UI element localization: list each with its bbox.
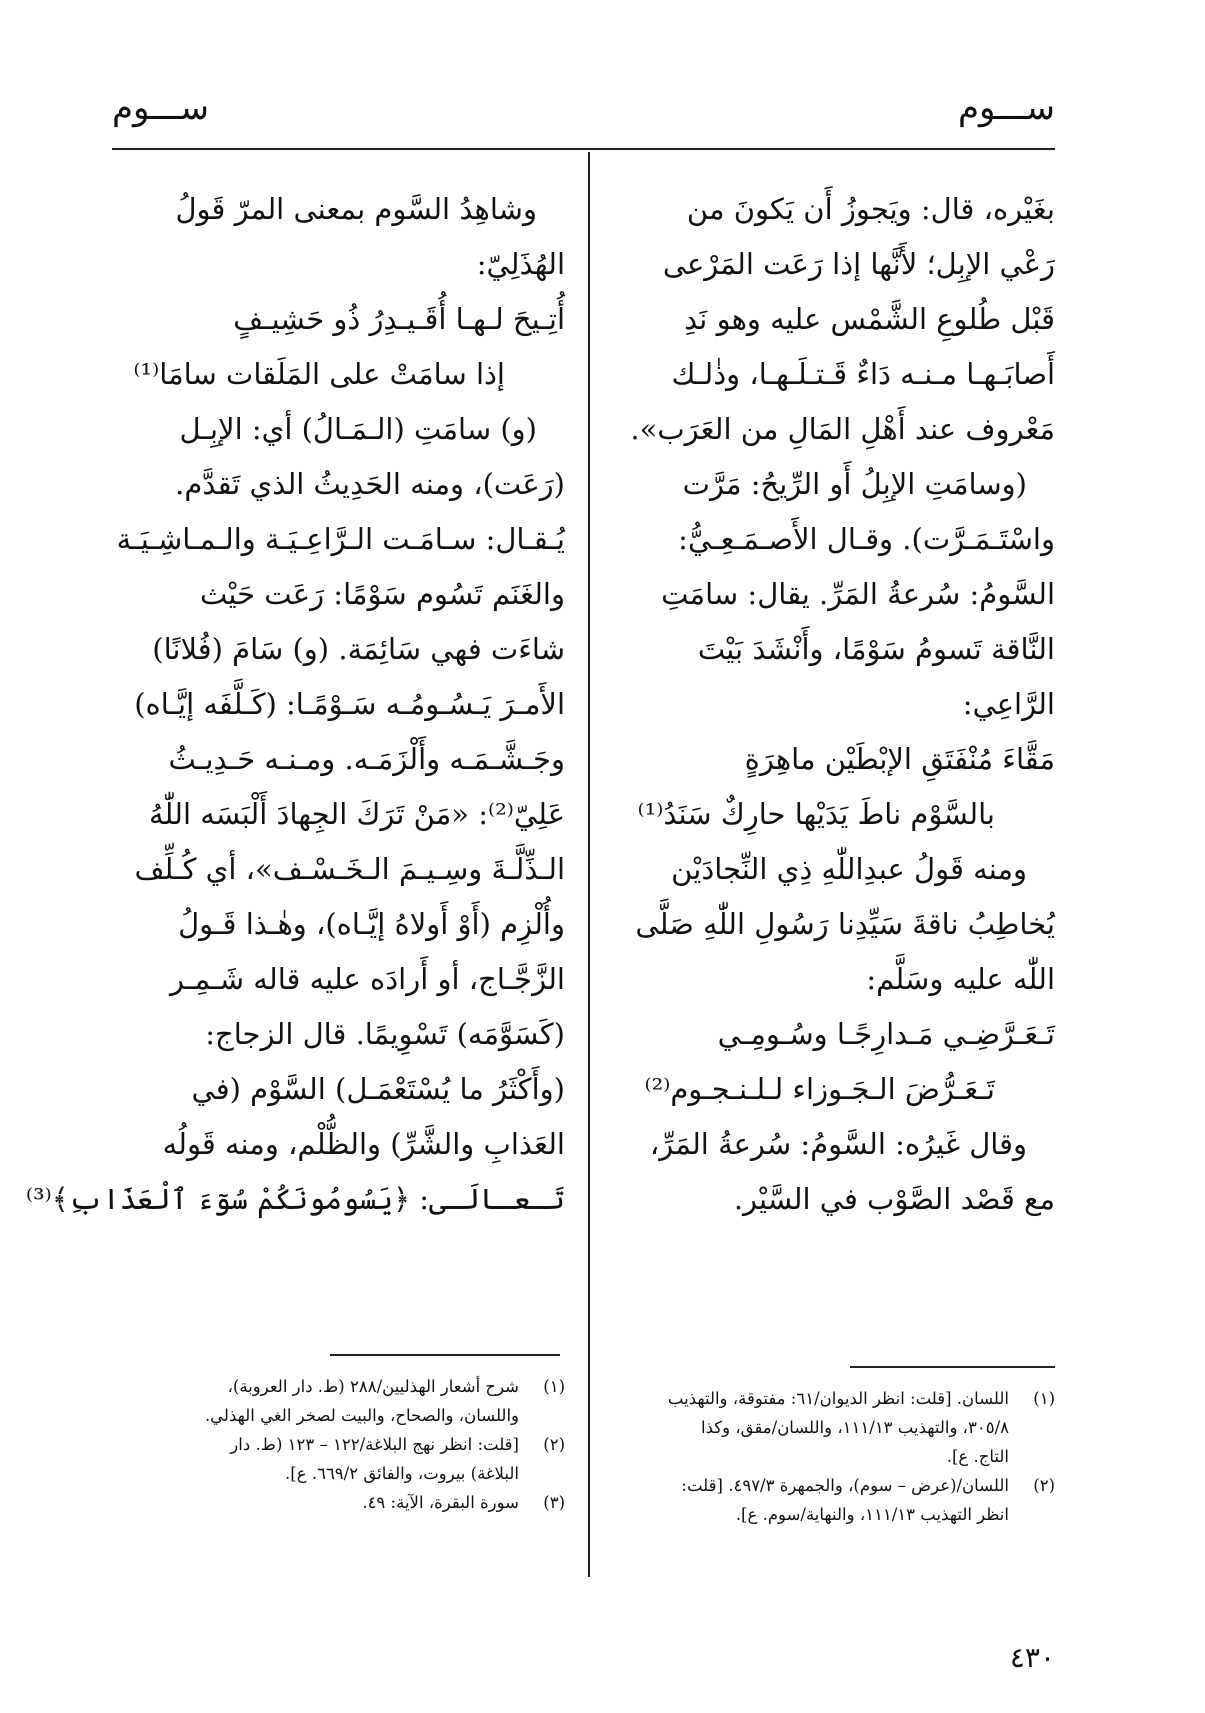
footnote-text: اللسان/(عرض – سوم)، والجمهرة ٤٩٧/٣. [قلت: [681, 1476, 1009, 1495]
footnote-number: (٢) [1033, 1476, 1055, 1495]
right-line-2: رَعْي الإبِل؛ لأَنَّها إذا رَعَت المَرْعى [662, 247, 1055, 281]
left-verse-1a: أُتِـيحَ لـهـا أُقَـيـدِرُ ذُو حَشِيـفٍ [233, 302, 565, 336]
footnote-rule-left [330, 1354, 560, 1356]
left-line-13: الـذِّلَّـةَ وسِـيـمَ الـخَـسْـف»، أي كُـلِّف [134, 852, 565, 886]
left-line-16: (كَسَوَّمَه) تَسْوِيمًا. قال الزجاج: [205, 1017, 565, 1051]
left-line-18: العَذابِ والشَّرِّ) والظُّلْم، ومنه قَولُه [162, 1127, 565, 1161]
left-line-2: الهُذَلِيّ: [476, 247, 565, 281]
right-verse-1a: مَقَّاءَ مُنْفَتَقِ الإبْطَيْن ماهِرَةٍ [744, 742, 1055, 776]
left-line-10: الأَمـرَ يَـسُـومُـه سَـوْمًـا: (كَـلَّفَه إيَّـاه) [134, 687, 565, 721]
right-line-19: مع قَصْد الصَّوْب في السَّيْر. [733, 1182, 1055, 1216]
right-verse-2b: تَـعَـرُّضَ الـجَـوزاء لـلـنـجـوم⁽²⁾ [644, 1072, 995, 1106]
right-line-9: النَّاقة تَسومُ سَوْمًا، وأَنْشَدَ بَيْتَ [697, 632, 1055, 666]
footnote-right-1-line-1 [599, 1384, 1055, 1413]
footnote-text: اللسان. [قلت: انظر الديوان/٦١: مفتوقة، والتهذيب [667, 1389, 1009, 1408]
right-line-4: أَصابَـهـا مـنـه دَاءٌ قَـتـلَـهـا، وذٰلـك [671, 357, 1055, 391]
column-divider [588, 152, 590, 1577]
left-column [25, 182, 565, 1227]
footnote-right-2-line-2: انظر التهذيب ١١١/١٣، والنهاية/سوم. ع]. [735, 1505, 1009, 1524]
right-line-6: (وسامَتِ الإبِلُ أَو الرِّيحُ: مَرَّت [682, 467, 1027, 501]
left-line-12: عَلِيّ⁽²⁾: «مَنْ تَرَكَ الجِهادَ أَلْبَسَه اللّٰهُ [149, 797, 565, 831]
footnote-right-1-line-2: ٣٠٥/٨، والتهذيب ١١١/١٣، واللسان/مقق، وكذا [701, 1418, 1009, 1437]
footnote-text: شرح أشعار الهذليين/٢٨٨ (ط. دار العروبة)، [227, 1377, 519, 1396]
right-verse-1b: بالسَّوْم ناطَ يَدَيْها حارِكٌ سَنَدُ⁽¹⁾ [637, 797, 995, 831]
left-line-9: شاءَت فهي سَائِمَة. (و) سَامَ (فُلانًا) [152, 632, 565, 666]
footnote-number: (١) [543, 1377, 565, 1396]
left-line-14: وأُلْزِم (أَوْ أَولاهُ إيَّـاه)، وهٰـذا قَـولُ [178, 907, 565, 941]
right-line-5: مَعْروف عند أَهْلِ المَالِ من العَرَب». [630, 412, 1055, 446]
right-line-13: ومنه قَولُ عبدِاللّٰهِ ذِي النِّجادَيْن [671, 852, 1027, 886]
footnote-left-2-line-2: البلاغة) بيروت، والفائق ٦٦٩/٢. ع]. [285, 1464, 519, 1483]
left-line-11: وجَـشَّـمَـه وأَلْزَمَـه. ومـنـه حَـدِيـثُ [168, 742, 565, 776]
footnotes-right [599, 1384, 1055, 1529]
right-line-1: بغَيْره، قال: ويَجوزُ أَن يَكونَ من [686, 192, 1055, 226]
left-line-5: (و) سامَتِ (الـمَـالُ) أي: الإبِـل [179, 412, 537, 446]
footnote-right-2-line-1 [599, 1471, 1055, 1500]
footnote-number: (٣) [543, 1493, 565, 1512]
left-line-8: والغَنَم تَسُوم سَوْمًا: رَعَت حَيْث [199, 577, 565, 611]
right-line-10: الرَّاعِي: [962, 687, 1055, 721]
running-header-left: ســـوم [112, 88, 209, 128]
footnote-left-3-line-1 [110, 1488, 565, 1517]
footnote-rule-right [850, 1366, 1055, 1368]
left-line-1: وشاهِدُ السَّوم بمعنى المرّ قَولُ [175, 192, 537, 226]
footnote-text: [قلت: انظر نهج البلاغة/١٢٢ – ١٢٣ (ط. دار [230, 1435, 519, 1454]
left-line-19: تَـعـالَـى: ﴿يَسُومُونَكُمْ سُوٓءَ ٱلْعَذَابِ﴾⁽³⁾ [25, 1182, 565, 1216]
footnote-text: سورة البقرة، الآية: ٤٩. [362, 1493, 519, 1512]
footnotes-left [110, 1372, 565, 1517]
right-line-18: وقال غَيرُه: السَّومُ: سُرعةُ المَرِّ، [649, 1127, 1027, 1161]
right-line-7: واسْتَـمَـرَّت). وقـال الأَصـمَـعِـيُّ: [678, 522, 1055, 556]
left-line-17: (وأَكْثَرُ ما يُسْتَعْمَـل) السَّوْم (في [191, 1072, 565, 1106]
right-line-3: قَبْل طُلوعِ الشَّمْس عليه وهو نَدِ [684, 302, 1055, 336]
footnote-number: (٢) [543, 1435, 565, 1454]
right-line-8: السَّومُ: سُرعةُ المَرِّ. يقال: سامَتِ [661, 577, 1055, 611]
right-line-15: اللّٰه عليه وسَلَّم: [866, 962, 1055, 996]
left-line-6: (رَعَت)، ومنه الحَدِيثُ الذي تَقدَّم. [175, 467, 565, 501]
footnote-left-1-line-2: واللسان، والصحاح، والبيت لصخر الغي الهذلي. [204, 1406, 519, 1425]
footnote-right-1-line-3: التاج. ع]. [946, 1447, 1009, 1466]
left-line-7: يُـقـال: سـامَـت الـرَّاعِـيَـة والـمـاشِـيَـة [116, 522, 565, 556]
footnote-number: (١) [1033, 1389, 1055, 1408]
page-number: ٤٣٠ [1009, 1641, 1055, 1674]
running-header-right: ســـوم [958, 88, 1055, 128]
footnote-left-2-line-1 [110, 1430, 565, 1459]
left-line-15: الزَّجَّـاج، أو أَرادَه عليه قاله شَـمِـر [170, 962, 565, 996]
right-verse-2a: تَـعَـرَّضِـي مَـدارِجًـا وسُـومِـي [717, 1017, 1055, 1051]
left-verse-1b: إذا سامَتْ على المَلَقات سامَا⁽¹⁾ [133, 357, 505, 391]
right-column [599, 182, 1055, 1227]
right-line-14: يُخاطِبُ ناقةَ سَيِّدِنا رَسُولِ اللّٰهِ صَلَّى [635, 907, 1055, 941]
header-rule [112, 148, 1055, 150]
footnote-left-1-line-1 [110, 1372, 565, 1401]
